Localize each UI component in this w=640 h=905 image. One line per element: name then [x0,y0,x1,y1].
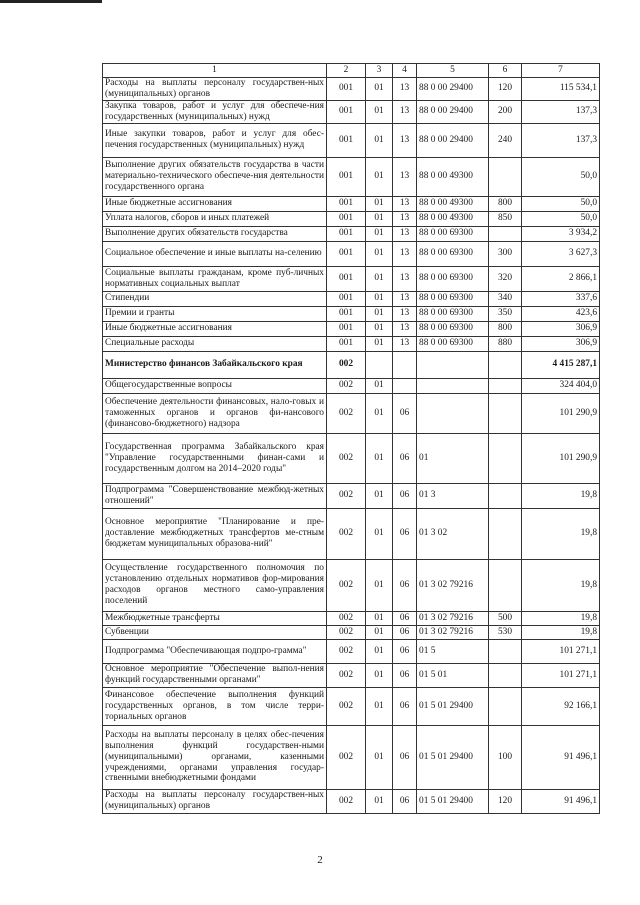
row-department-code: 002 [327,725,366,789]
row-section: 01 [366,78,393,101]
table-row [103,687,600,725]
header-cell-name: 1 [103,64,327,78]
row-target-article: 88 0 00 69300 [417,321,489,336]
row-section: 01 [366,393,393,433]
row-sum: 137,3 [522,100,600,123]
table-row [103,291,600,306]
row-name: Обеспечение деятельности финансовых, нало-говых и таможенных органов и органов фи-нансового (финансово-бюджетного) надзора [103,393,327,433]
row-department-code: 002 [327,663,366,687]
row-department-code: 001 [327,100,366,123]
row-target-article [417,378,489,393]
row-expense-type: 320 [489,266,522,291]
row-section: 01 [366,725,393,789]
row-department-code: 001 [327,226,366,241]
row-expense-type: 200 [489,100,522,123]
table-row [103,378,600,393]
table-row [103,196,600,211]
row-target-article: 88 0 00 49300 [417,196,489,211]
row-section: 01 [366,687,393,725]
row-name: Подпрограмма "Совершенствование межбюд-жетных отношений" [103,483,327,508]
row-expense-type: 240 [489,123,522,157]
row-department-code: 001 [327,321,366,336]
row-sum: 19,8 [522,508,600,559]
row-name: Государственная программа Забайкальского края "Управление государственными финан-сами и государственным долгом на 2014–2020 годы" [103,433,327,483]
table-row [103,336,600,351]
row-target-article: 88 0 00 69300 [417,226,489,241]
row-expense-type: 500 [489,611,522,625]
row-subsection: 13 [393,336,417,351]
row-department-code: 002 [327,508,366,559]
row-section: 01 [366,611,393,625]
row-target-article: 88 0 00 29400 [417,123,489,157]
row-department-code: 002 [327,789,366,813]
row-expense-type [489,433,522,483]
row-department-code: 001 [327,336,366,351]
row-sum: 3 934,2 [522,226,600,241]
row-expense-type: 800 [489,196,522,211]
table-row [103,306,600,321]
row-subsection: 06 [393,611,417,625]
row-department-code: 001 [327,123,366,157]
table-row [103,100,600,123]
row-target-article: 88 0 00 29400 [417,100,489,123]
row-subsection: 13 [393,78,417,101]
row-name: Финансовое обеспечение выполнения функций государственных органов, в том числе терри-ториальных органов [103,687,327,725]
row-target-article: 88 0 00 49300 [417,157,489,196]
row-name: Социальное обеспечение и иные выплаты на-селению [103,241,327,266]
row-subsection: 06 [393,508,417,559]
row-name: Расходы на выплаты персоналу государствен-ных (муниципальных) органов [103,789,327,813]
row-sum: 423,6 [522,306,600,321]
row-expense-type [489,157,522,196]
row-expense-type [489,226,522,241]
row-name: Закупка товаров, работ и услуг для обеспече-ния государственных (муниципальных) нужд [103,100,327,123]
row-subsection: 13 [393,100,417,123]
row-target-article: 01 3 02 79216 [417,625,489,639]
row-subsection: 13 [393,211,417,226]
row-target-article: 88 0 00 29400 [417,78,489,101]
corner-mark [0,0,102,3]
row-name: Министерство финансов Забайкальского края [103,351,327,378]
row-subsection: 13 [393,226,417,241]
row-expense-type [489,508,522,559]
row-section [366,351,393,378]
header-cell-sum: 7 [522,64,600,78]
row-department-code: 002 [327,483,366,508]
row-target-article: 01 3 [417,483,489,508]
row-subsection: 06 [393,393,417,433]
row-name: Основное мероприятие "Обеспечение выпол-нения функций государственными органами" [103,663,327,687]
row-name: Расходы на выплаты персоналу в целях обес-печения выполнения функций государствен-ными (муниципальными) органами, казенными учреждениями, органами управления государ-ственными внебюджетными фондами [103,725,327,789]
row-subsection: 13 [393,241,417,266]
table-row [103,226,600,241]
row-section: 01 [366,663,393,687]
row-target-article: 01 5 01 29400 [417,687,489,725]
row-sum: 50,0 [522,196,600,211]
table-row [103,321,600,336]
row-name: Субвенции [103,625,327,639]
row-subsection: 13 [393,291,417,306]
row-expense-type: 120 [489,78,522,101]
row-expense-type: 340 [489,291,522,306]
table-row [103,433,600,483]
row-name: Стипендии [103,291,327,306]
table-row [103,393,600,433]
row-expense-type [489,351,522,378]
row-section: 01 [366,559,393,611]
row-target-article: 88 0 00 69300 [417,336,489,351]
row-department-code: 001 [327,196,366,211]
row-subsection: 06 [393,433,417,483]
budget-table [102,63,600,814]
row-section: 01 [366,291,393,306]
table-row [103,241,600,266]
table-row [103,663,600,687]
row-name: Межбюджетные трансферты [103,611,327,625]
row-expense-type: 800 [489,321,522,336]
table-row [103,639,600,663]
row-target-article: 01 5 [417,639,489,663]
row-target-article [417,351,489,378]
row-name: Специальные расходы [103,336,327,351]
row-subsection: 13 [393,196,417,211]
row-sum: 92 166,1 [522,687,600,725]
row-name: Социальные выплаты гражданам, кроме пуб-личных нормативных социальных выплат [103,266,327,291]
row-section: 01 [366,625,393,639]
row-department-code: 002 [327,611,366,625]
row-expense-type [489,393,522,433]
row-department-code: 001 [327,291,366,306]
row-section: 01 [366,196,393,211]
row-section: 01 [366,483,393,508]
row-name: Основное мероприятие "Планирование и пре-доставление межбюджетных трансфертов ме-стным бюджетам муниципальных образова-ний" [103,508,327,559]
row-sum: 50,0 [522,157,600,196]
row-name: Иные бюджетные ассигнования [103,196,327,211]
header-cell-expense-type: 6 [489,64,522,78]
row-department-code: 001 [327,306,366,321]
table-row [103,351,600,378]
row-subsection [393,378,417,393]
row-expense-type: 100 [489,725,522,789]
row-expense-type: 350 [489,306,522,321]
table-row [103,483,600,508]
row-section: 01 [366,639,393,663]
row-subsection: 06 [393,663,417,687]
row-department-code: 002 [327,378,366,393]
row-subsection: 13 [393,266,417,291]
row-sum: 137,3 [522,123,600,157]
row-target-article: 88 0 00 69300 [417,291,489,306]
row-name: Выполнение других обязательств государства [103,226,327,241]
row-department-code: 002 [327,351,366,378]
row-name: Общегосударственные вопросы [103,378,327,393]
row-target-article: 88 0 00 49300 [417,211,489,226]
header-cell-code: 2 [327,64,366,78]
header-cell-section: 3 [366,64,393,78]
row-sum: 50,0 [522,211,600,226]
table-row [103,611,600,625]
table-row [103,725,600,789]
row-subsection: 06 [393,725,417,789]
row-sum: 19,8 [522,483,600,508]
row-target-article: 01 3 02 79216 [417,559,489,611]
row-section: 01 [366,123,393,157]
row-sum: 4 415 287,1 [522,351,600,378]
row-sum: 3 627,3 [522,241,600,266]
table-row [103,266,600,291]
row-section: 01 [366,266,393,291]
row-section: 01 [366,336,393,351]
row-expense-type [489,687,522,725]
row-target-article: 01 5 01 29400 [417,789,489,813]
row-sum: 306,9 [522,321,600,336]
row-subsection: 13 [393,123,417,157]
row-section: 01 [366,241,393,266]
row-expense-type: 300 [489,241,522,266]
row-section: 01 [366,211,393,226]
row-target-article: 88 0 00 69300 [417,306,489,321]
row-section: 01 [366,508,393,559]
row-expense-type: 850 [489,211,522,226]
row-subsection [393,351,417,378]
table-row [103,559,600,611]
row-sum: 337,6 [522,291,600,306]
row-expense-type: 880 [489,336,522,351]
row-expense-type [489,378,522,393]
row-expense-type [489,483,522,508]
row-target-article: 01 5 01 [417,663,489,687]
row-department-code: 001 [327,157,366,196]
row-name: Иные закупки товаров, работ и услуг для обес-печения государственных (муниципальных) нужд [103,123,327,157]
row-section: 01 [366,321,393,336]
row-sum: 306,9 [522,336,600,351]
row-name: Премии и гранты [103,306,327,321]
row-expense-type: 120 [489,789,522,813]
table-row [103,211,600,226]
row-name: Осуществление государственного полномочия по установлению отдельных нормативов фор-мирования расходов органов местного само-управления поселений [103,559,327,611]
row-subsection: 13 [393,306,417,321]
row-target-article: 88 0 00 69300 [417,266,489,291]
row-target-article: 88 0 00 69300 [417,241,489,266]
header-row [103,64,600,78]
table-row [103,508,600,559]
row-section: 01 [366,433,393,483]
row-department-code: 001 [327,266,366,291]
row-section: 01 [366,306,393,321]
row-expense-type [489,663,522,687]
row-department-code: 002 [327,393,366,433]
table-row [103,157,600,196]
row-name: Иные бюджетные ассигнования [103,321,327,336]
row-target-article: 01 5 01 29400 [417,725,489,789]
table-row [103,78,600,101]
row-sum: 91 496,1 [522,725,600,789]
table-row [103,123,600,157]
row-sum: 2 866,1 [522,266,600,291]
row-expense-type: 530 [489,625,522,639]
row-subsection: 06 [393,639,417,663]
row-section: 01 [366,157,393,196]
row-name: Выполнение других обязательств государства в части материально-технического обеспече-ния деятельности государственного органа [103,157,327,196]
page-number: 2 [317,854,323,866]
row-subsection: 06 [393,483,417,508]
row-department-code: 001 [327,78,366,101]
row-sum: 101 271,1 [522,663,600,687]
row-section: 01 [366,378,393,393]
row-subsection: 06 [393,789,417,813]
row-name: Уплата налогов, сборов и иных платежей [103,211,327,226]
row-sum: 101 271,1 [522,639,600,663]
row-department-code: 002 [327,639,366,663]
row-sum: 101 290,9 [522,393,600,433]
row-department-code: 001 [327,211,366,226]
row-sum: 101 290,9 [522,433,600,483]
row-department-code: 001 [327,241,366,266]
row-subsection: 13 [393,321,417,336]
header-cell-subsection: 4 [393,64,417,78]
row-target-article: 01 3 02 79216 [417,611,489,625]
row-target-article [417,393,489,433]
row-subsection: 06 [393,625,417,639]
row-department-code: 002 [327,687,366,725]
row-expense-type [489,559,522,611]
table-row [103,789,600,813]
header-cell-target-article: 5 [417,64,489,78]
row-department-code: 002 [327,625,366,639]
row-department-code: 002 [327,559,366,611]
row-subsection: 06 [393,687,417,725]
row-sum: 19,8 [522,625,600,639]
row-department-code: 002 [327,433,366,483]
row-section: 01 [366,789,393,813]
row-expense-type [489,639,522,663]
row-section: 01 [366,226,393,241]
row-subsection: 13 [393,157,417,196]
row-name: Подпрограмма "Обеспечивающая подпро-грамма" [103,639,327,663]
row-sum: 19,8 [522,611,600,625]
row-sum: 324 404,0 [522,378,600,393]
table-row [103,625,600,639]
row-sum: 115 534,1 [522,78,600,101]
row-target-article: 01 [417,433,489,483]
row-sum: 19,8 [522,559,600,611]
row-name: Расходы на выплаты персоналу государствен-ных (муниципальных) органов [103,78,327,101]
row-target-article: 01 3 02 [417,508,489,559]
row-sum: 91 496,1 [522,789,600,813]
row-section: 01 [366,100,393,123]
row-subsection: 06 [393,559,417,611]
